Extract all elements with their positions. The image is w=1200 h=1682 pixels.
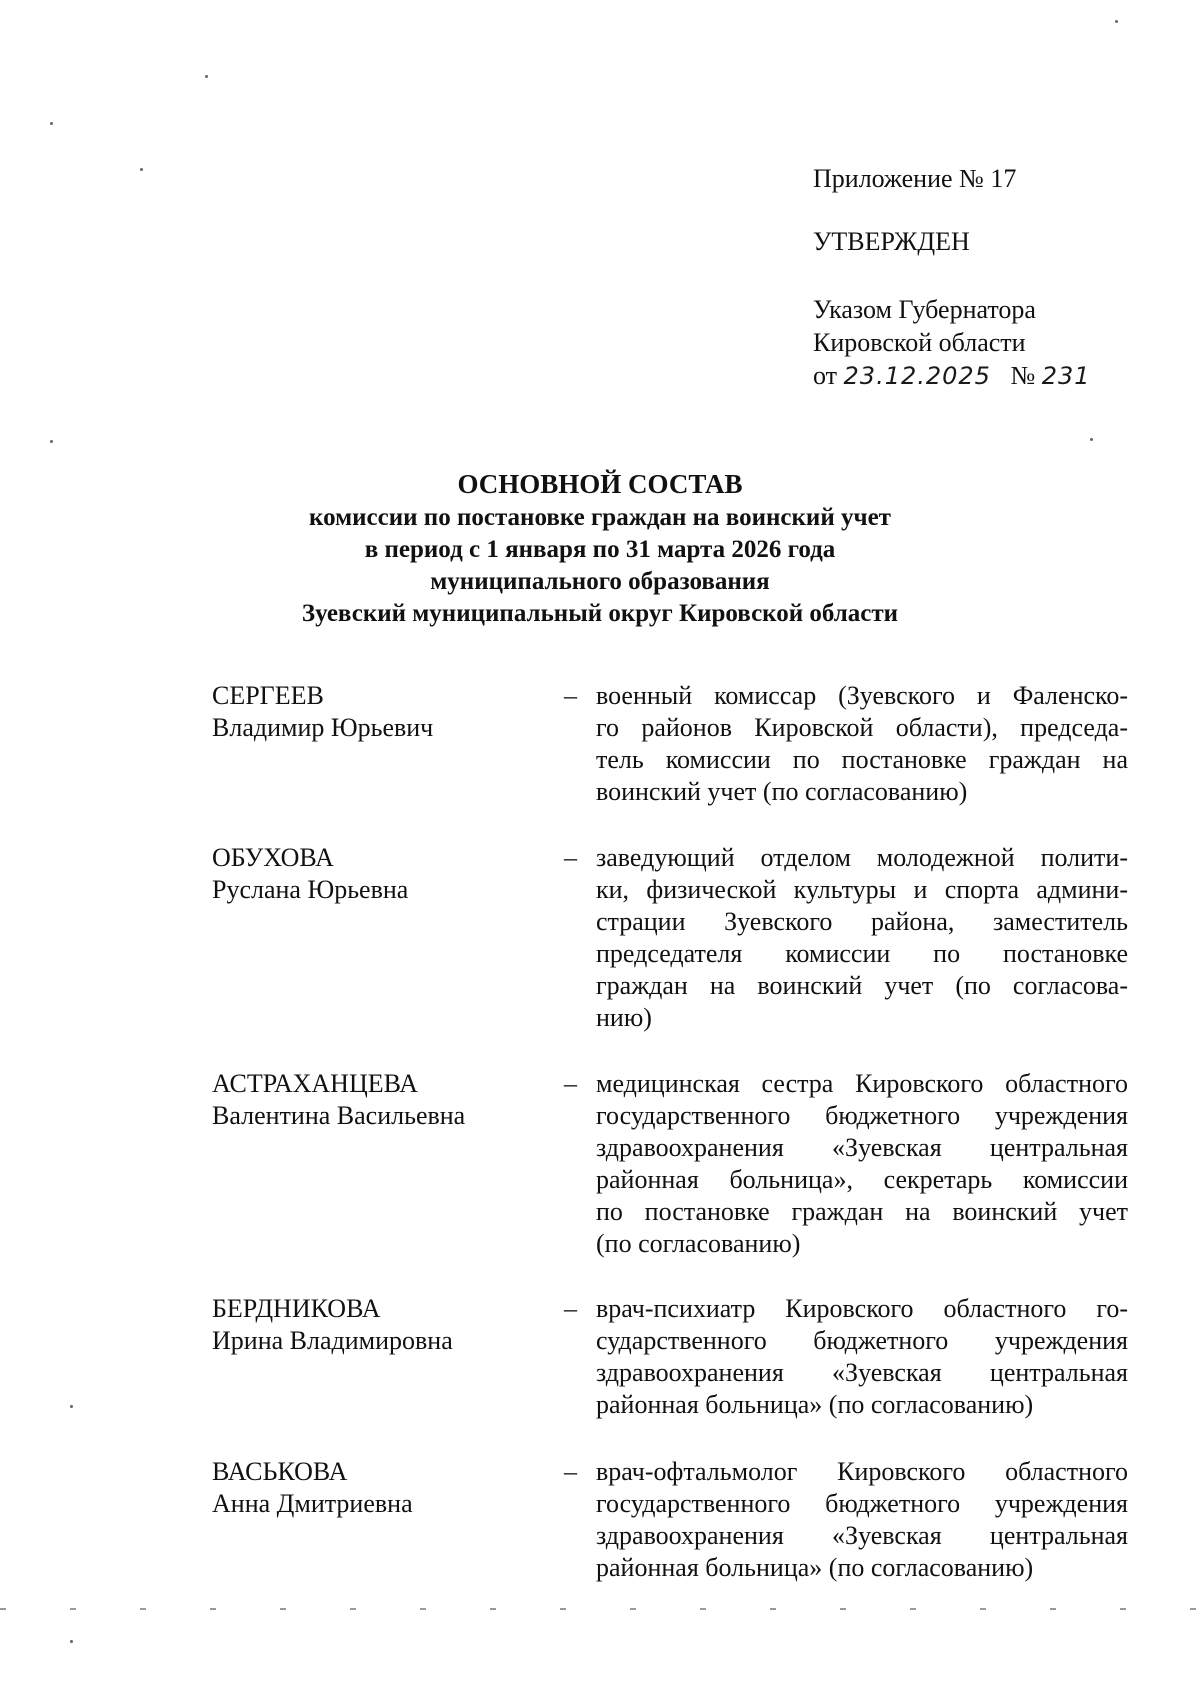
role-line: нию) <box>596 1003 652 1032</box>
member-role <box>596 680 1128 808</box>
number-prefix: № <box>1010 361 1036 390</box>
title-line-2: в период с 1 января по 31 марта 2026 года <box>364 536 836 563</box>
scan-speck <box>140 168 143 171</box>
approved-by-line2: Кировской области <box>813 328 1026 357</box>
approved-stamp-text: УТВЕРЖДЕН <box>813 227 970 256</box>
member-given-names: Руслана Юрьевна <box>212 875 409 904</box>
role-line: районная больница», секретарь комиссии <box>596 1165 1128 1194</box>
member-name <box>212 1293 552 1357</box>
handwritten-date: 23.12.2025 <box>843 362 991 390</box>
member-surname: АСТРАХАНЦЕВА <box>212 1069 419 1098</box>
role-line: тель комиссии по постановке граждан на <box>596 745 1128 774</box>
title-line-1: комиссии по постановке граждан на воинский учет <box>309 504 891 531</box>
role-line: районная больница» (по согласованию) <box>596 1553 1034 1582</box>
dash-separator: – <box>564 1457 577 1486</box>
role-line: военный комиссар (Зуевского и Фаленско- <box>596 681 1128 710</box>
date-prefix: от <box>813 361 838 390</box>
role-line: страции Зуевского района, заместитель <box>596 907 1128 936</box>
role-line: врач-офтальмолог Кировского областного <box>596 1457 1128 1486</box>
dash-separator: – <box>564 1294 577 1323</box>
member-given-names: Анна Дмитриевна <box>212 1489 413 1518</box>
member-name <box>212 842 552 906</box>
role-line: заведующий отделом молодежной полити- <box>596 843 1128 872</box>
scan-speck <box>1115 20 1118 23</box>
scan-edge-line <box>0 1608 1200 1610</box>
member-name <box>212 680 552 744</box>
role-line: здравоохранения «Зуевская центральная <box>596 1133 1128 1162</box>
member-role <box>596 1068 1128 1260</box>
scan-speck <box>50 122 53 125</box>
member-given-names: Ирина Владимировна <box>212 1326 453 1355</box>
role-line: здравоохранения «Зуевская центральная <box>596 1521 1128 1550</box>
dash-separator: – <box>564 681 577 710</box>
role-line: ки, физической культуры и спорта админи- <box>596 875 1128 904</box>
role-line: по постановке граждан на воинский учет <box>596 1197 1128 1226</box>
scan-speck <box>1090 438 1093 441</box>
dash-separator: – <box>564 843 577 872</box>
role-line: сударственного бюджетного учреждения <box>596 1326 1128 1355</box>
member-role <box>596 1456 1128 1584</box>
scan-speck <box>50 440 53 443</box>
member-surname: БЕРДНИКОВА <box>212 1294 381 1323</box>
member-given-names: Валентина Васильевна <box>212 1101 466 1130</box>
role-line: государственного бюджетного учреждения <box>596 1489 1128 1518</box>
member-role <box>596 842 1128 1034</box>
document-title <box>0 466 1200 630</box>
role-line: го районов Кировской области), председа- <box>596 713 1128 742</box>
member-name <box>212 1456 552 1520</box>
appendix-number: Приложение № 17 <box>813 164 1017 193</box>
title-line-3: муниципального образования <box>430 568 770 595</box>
member-surname: ВАСЬКОВА <box>212 1457 348 1486</box>
handwritten-number: 231 <box>1041 362 1091 390</box>
role-line: воинский учет (по согласованию) <box>596 777 968 806</box>
role-line: районная больница» (по согласованию) <box>596 1390 1034 1419</box>
approved-by-line1: Указом Губернатора <box>813 295 1036 324</box>
member-role <box>596 1293 1128 1421</box>
role-line: государственного бюджетного учреждения <box>596 1101 1128 1130</box>
member-surname: СЕРГЕЕВ <box>212 681 324 710</box>
title-line-4: Зуевский муниципальный округ Кировской области <box>301 600 899 627</box>
role-line: медицинская сестра Кировского областного <box>596 1069 1128 1098</box>
decree-date-line <box>813 359 1173 393</box>
approval-block <box>813 162 1173 393</box>
member-name <box>212 1068 552 1132</box>
role-line: здравоохранения «Зуевская центральная <box>596 1358 1128 1387</box>
role-line: граждан на воинский учет (по согласова- <box>596 971 1128 1000</box>
scan-speck <box>70 1405 73 1408</box>
member-surname: ОБУХОВА <box>212 843 334 872</box>
scan-speck <box>70 1640 73 1643</box>
role-line: председателя комиссии по постановке <box>596 939 1128 968</box>
scan-speck <box>205 75 208 78</box>
role-line: врач-психиатр Кировского областного го- <box>596 1294 1128 1323</box>
role-line: (по согласованию) <box>596 1229 801 1258</box>
member-given-names: Владимир Юрьевич <box>212 713 434 742</box>
dash-separator: – <box>564 1069 577 1098</box>
title-main: ОСНОВНОЙ СОСТАВ <box>457 469 743 499</box>
